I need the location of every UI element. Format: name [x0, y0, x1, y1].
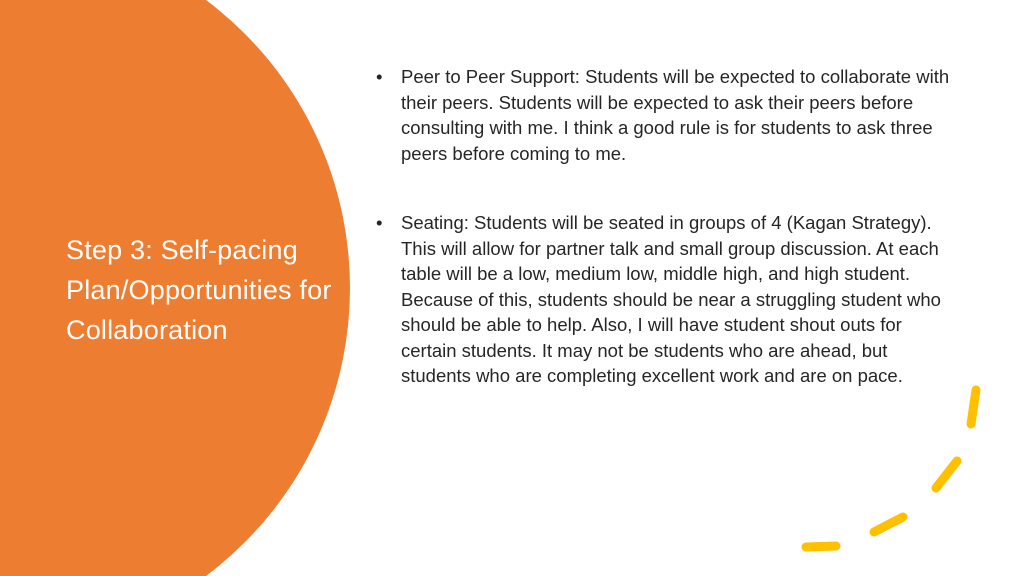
bullet-item	[376, 210, 956, 389]
arc-dash-segment	[806, 546, 836, 547]
slide-title: Step 3: Self-pacing Plan/Opportunities for Collaboration	[66, 235, 332, 345]
bullet-item	[376, 64, 956, 166]
arc-dash-segment	[936, 461, 957, 488]
arc-dash-segment	[971, 390, 976, 424]
bullet-text: Peer to Peer Support: Students will be expected to collaborate with their peers. Students will be expected to ask their peers before consulting with me. I think a good rule is for students to ask three peers before coming to me.	[401, 66, 950, 164]
bullet-text: Seating: Students will be seated in groups of 4 (Kagan Strategy). This will allow for partner talk and small group discussion. At each table will be a low, medium low, middle high, and high student. Because of this, students should be near a struggling student who should be able to help. Also, I will have student shout outs for certain students. It may not be students who are ahead, but students who are completing excellent work and are on pace.	[401, 212, 941, 386]
bullet-list	[376, 64, 956, 389]
bullet-dot-icon: •	[376, 66, 383, 87]
bullet-dot-icon: •	[376, 212, 383, 233]
arc-dash-segment	[874, 517, 903, 532]
